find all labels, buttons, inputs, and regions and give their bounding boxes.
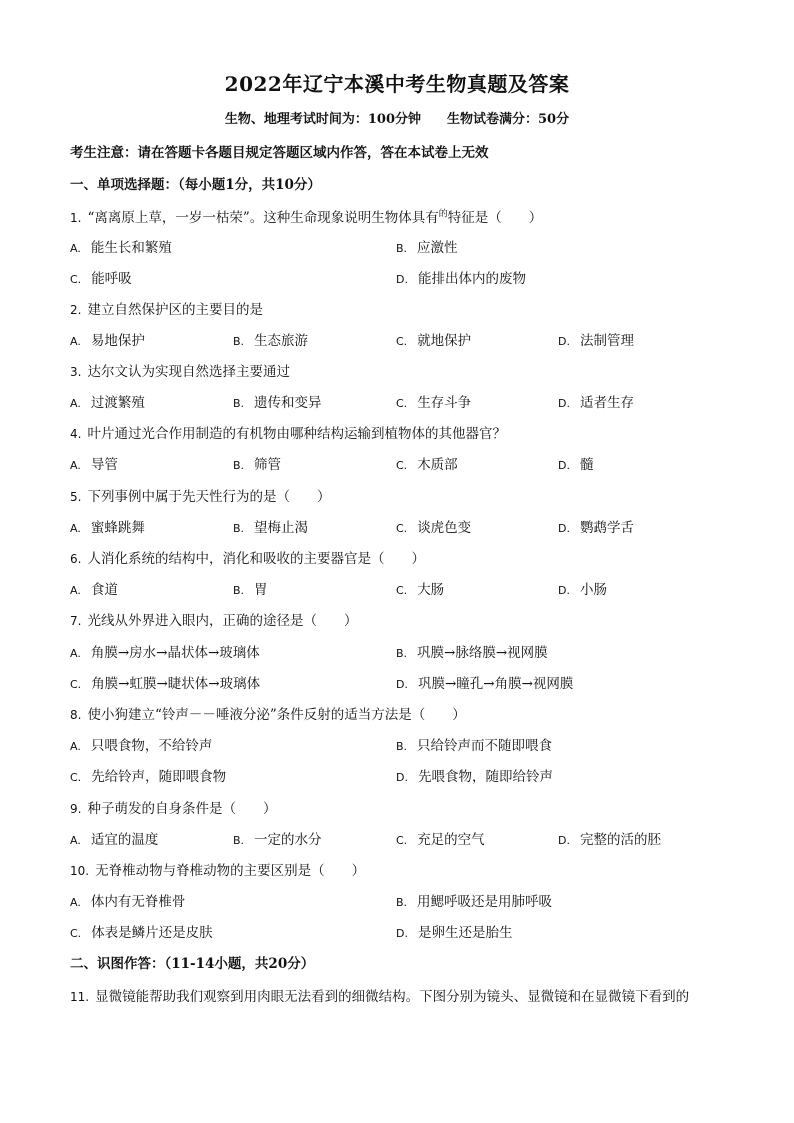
option-2a: A. 易地保护 <box>70 333 145 349</box>
option-6b: B. 胃 <box>233 582 268 598</box>
option-3d: D. 适者生存 <box>558 395 634 411</box>
option-4c: C. 木质部 <box>396 457 458 473</box>
question-2 <box>70 298 263 318</box>
option-9d: D. 完整的活的胚 <box>558 832 661 848</box>
question-number: 10. <box>70 864 90 878</box>
option-2c: C. 就地保护 <box>396 333 472 349</box>
question-1 <box>70 206 542 226</box>
question-number: 6. <box>70 552 82 566</box>
question-number: 1. <box>70 211 82 225</box>
question-text: 显微镜能帮助我们观察到用肉眼无法看到的细微结构。下图分别为镜头、显微镜和在显微镜下看到的 <box>95 989 690 1005</box>
option-7b: B. 巩膜→脉络膜→视网膜 <box>396 645 548 661</box>
option-5a: A. 蜜蜂跳舞 <box>70 520 145 536</box>
option-10b: B. 用鳃呼吸还是用肺呼吸 <box>396 894 553 910</box>
option-8b: B. 只给铃声而不随即喂食 <box>396 738 553 754</box>
option-1c: C. 能呼吸 <box>70 271 132 287</box>
exam-info <box>0 108 794 127</box>
question-number: 3. <box>70 365 82 379</box>
exam-notice: 考生注意：请在答题卡各题目规定答题区域内作答，答在本试卷上无效 <box>70 145 489 161</box>
option-4b: B. 筛管 <box>233 457 282 473</box>
question-text: 人消化系统的结构中，消化和吸收的主要器官是（ ） <box>87 551 425 567</box>
option-5c: C. 谈虎色变 <box>396 520 472 536</box>
option-8c: C. 先给铃声，随即喂食物 <box>70 769 227 785</box>
question-text: 种子萌发的自身条件是（ ） <box>87 801 277 817</box>
question-number: 5. <box>70 490 82 504</box>
question-text: 特征是（ ） <box>447 210 543 226</box>
option-9b: B. 一定的水分 <box>233 832 322 848</box>
page-title: 2022年辽宁本溪中考生物真题及答案 <box>224 72 570 96</box>
question-8 <box>70 703 466 723</box>
question-9 <box>70 797 276 817</box>
question-number: 8. <box>70 708 82 722</box>
option-8a: A. 只喂食物，不给铃声 <box>70 738 213 754</box>
option-6a: A. 食道 <box>70 582 118 598</box>
option-10a: A. 体内有无脊椎骨 <box>70 894 186 910</box>
question-4 <box>70 422 506 442</box>
option-9a: A. 适宜的温度 <box>70 832 159 848</box>
question-number: 7. <box>70 614 82 628</box>
question-10 <box>70 859 365 879</box>
option-6c: C. 大肠 <box>396 582 445 598</box>
option-1b: B. 应激性 <box>396 240 458 256</box>
option-9c: C. 充足的空气 <box>396 832 485 848</box>
option-4d: D. 髓 <box>558 457 594 473</box>
question-text: 光线从外界进入眼内，正确的途径是（ ） <box>87 613 358 629</box>
option-1a: A. 能生长和繁殖 <box>70 240 172 256</box>
question-text: 使小狗建立“铃声－－唾液分泌”条件反射的适当方法是（ ） <box>87 707 466 723</box>
question-text: 无脊椎动物与脊椎动物的主要区别是（ ） <box>95 863 366 879</box>
option-2d: D. 法制管理 <box>558 333 634 349</box>
option-5d: D. 鹦鹉学舌 <box>558 520 634 536</box>
option-7a: A. 角膜→房水→晶状体→玻璃体 <box>70 645 260 661</box>
question-number: 11. <box>70 990 90 1004</box>
question-text: 建立自然保护区的主要目的是 <box>87 302 263 318</box>
question-5 <box>70 485 330 505</box>
option-3a: A. 过渡繁殖 <box>70 395 145 411</box>
question-number: 9. <box>70 802 82 816</box>
question-number: 4. <box>70 427 82 441</box>
question-number: 2. <box>70 303 82 317</box>
option-1d: D. 能排出体内的废物 <box>396 271 526 287</box>
section-heading-2: 二、识图作答：（11-14小题，共20分） <box>70 956 315 972</box>
option-10d: D. 是卵生还是胎生 <box>396 925 513 941</box>
question-6 <box>70 547 425 567</box>
option-7d: D. 巩膜→瞳孔→角膜→视网膜 <box>396 676 574 692</box>
option-5b: B. 望梅止渴 <box>233 520 309 536</box>
section-heading-1: 一、单项选择题：（每小题1分，共10分） <box>70 177 321 193</box>
option-4a: A. 导管 <box>70 457 118 473</box>
question-11 <box>70 985 689 1005</box>
option-2b: B. 生态旅游 <box>233 333 309 349</box>
option-6d: D. 小肠 <box>558 582 607 598</box>
option-3b: B. 遗传和变异 <box>233 395 322 411</box>
option-3c: C. 生存斗争 <box>396 395 472 411</box>
question-text: 下列事例中属于先天性行为的是（ ） <box>87 489 331 505</box>
question-3 <box>70 360 290 380</box>
exam-score: 生物试卷满分：50分 <box>447 112 570 127</box>
option-7c: C. 角膜→虹膜→睫状体→玻璃体 <box>70 676 261 692</box>
question-text: 达尔文认为实现自然选择主要通过 <box>87 364 290 380</box>
question-text: 叶片通过光合作用制造的有机物由哪种结构运输到植物体的其他器官？ <box>87 426 506 442</box>
question-text: “离离原上草，一岁一枯荣”。这种生命现象说明生物体具有 <box>87 210 439 226</box>
exam-time: 生物、地理考试时间为：100分钟 <box>224 112 422 127</box>
option-8d: D. 先喂食物，随即给铃声 <box>396 769 553 785</box>
option-10c: C. 体表是鳞片还是皮肤 <box>70 925 213 941</box>
question-7 <box>70 609 357 629</box>
question-text-sup: 的 <box>438 209 448 220</box>
